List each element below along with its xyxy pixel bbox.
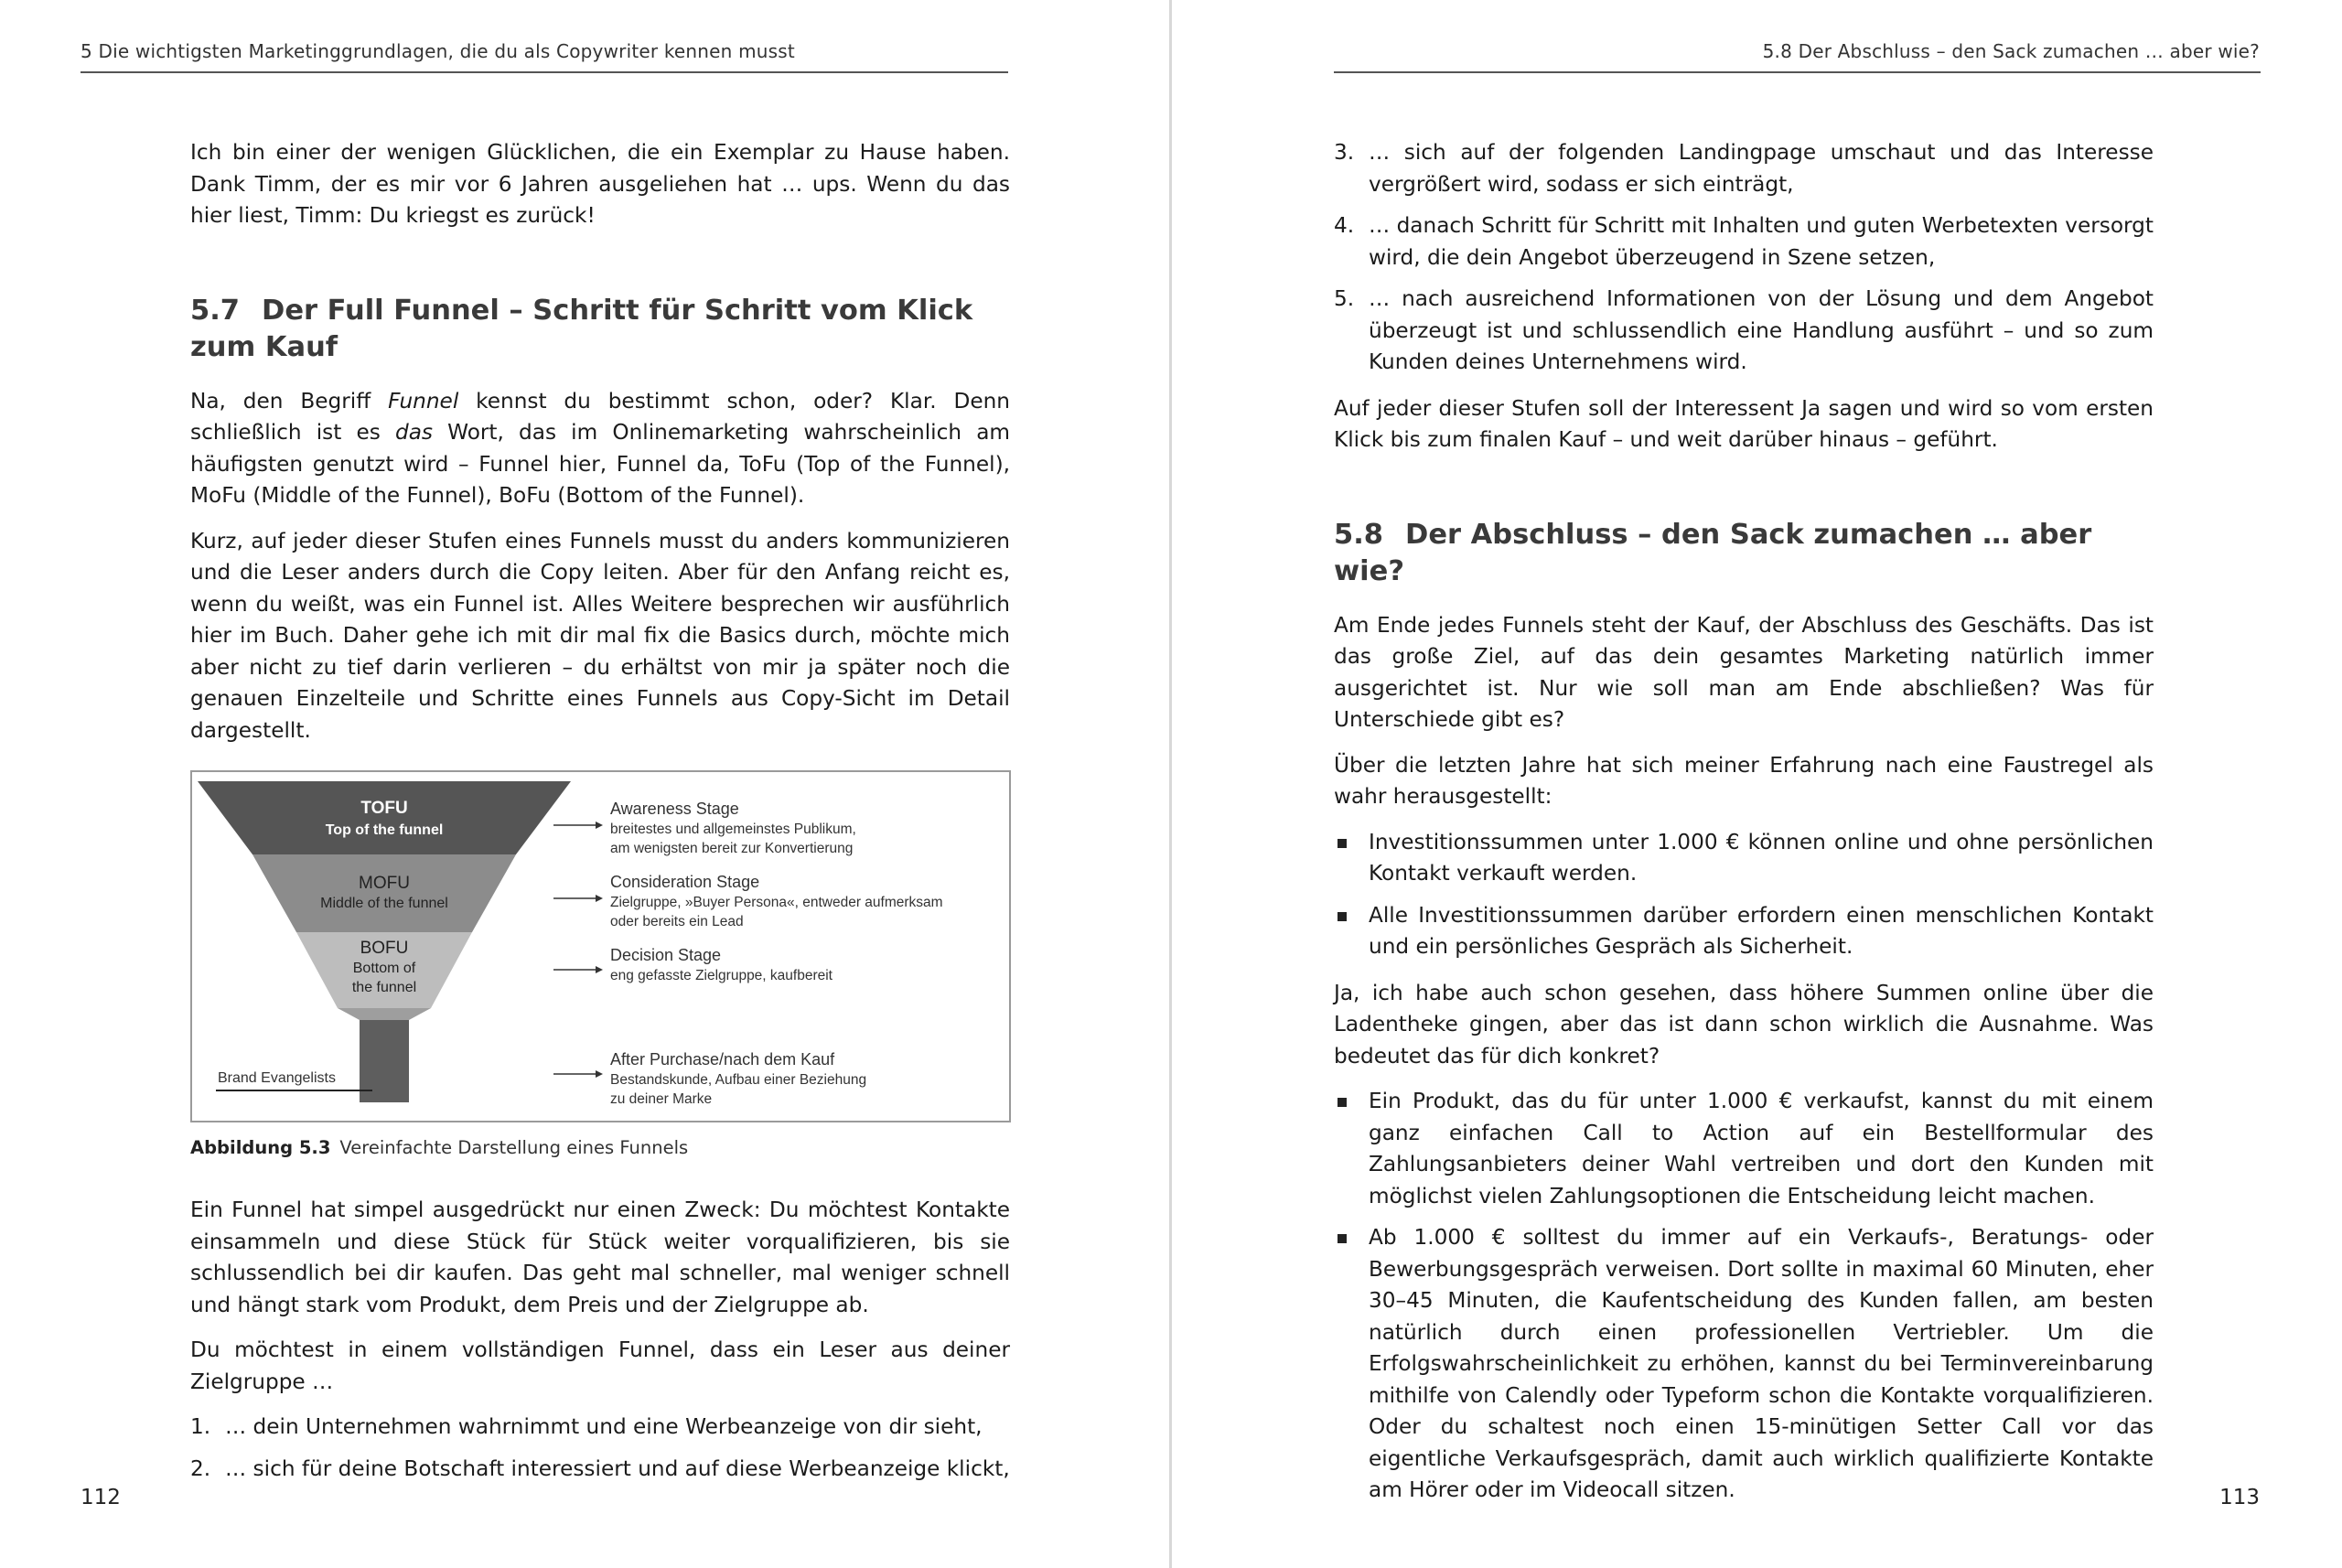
list-number: 2. — [190, 1455, 211, 1481]
list-text: … nach ausreichend Informationen von der Lösung und dem Angebot überzeugt ist und schlussendlich eine Handlung ausführt – und so zum Kunden deines Unternehmens wird. — [1369, 286, 2154, 374]
stage-desc: breitestes und allgemeinstes Publikum, — [610, 822, 856, 837]
list-number: 4. — [1334, 213, 1355, 238]
list-item — [1334, 1222, 2154, 1507]
stage-awareness — [553, 800, 856, 856]
bullet-list — [1334, 827, 2154, 963]
emphasis: Funnel — [388, 388, 459, 413]
list-item — [1334, 1086, 2154, 1212]
list-item — [190, 1454, 1010, 1486]
stage-decision — [553, 946, 833, 983]
page-number: 112 — [81, 1486, 121, 1509]
bullet-square-icon — [1338, 912, 1347, 921]
text-run: kennst du bestimmt schon, oder? Klar. Denn schließlich ist es — [190, 388, 1010, 445]
bofu-label: BOFU — [360, 939, 409, 958]
running-head: 5 Die wichtigsten Marketinggrundlagen, die du als Copywriter kennen musst — [81, 40, 795, 62]
stage-title: Awareness Stage — [610, 800, 739, 818]
list-text: … sich auf der folgenden Landingpage umschaut und das Interesse vergrößert wird, sodass er sich einträgt, — [1369, 140, 2154, 197]
arrow-head — [596, 1070, 603, 1078]
stage-desc: eng gefasste Zielgruppe, kaufbereit — [610, 968, 833, 983]
paragraph: Auf jeder dieser Stufen soll der Interessent Ja sagen und wird so vom ersten Klick bis zum finalen Kauf – und weit darüber hinaus – geführt. — [1334, 395, 2154, 452]
list-item — [1334, 284, 2154, 379]
list-text: … danach Schritt für Schritt mit Inhalten und guten Werbetexten versorgt wird, die dein Angebot überzeugend in Szene setzen, — [1369, 213, 2154, 270]
left-content — [190, 137, 1010, 1499]
list-number: 3. — [1334, 140, 1355, 165]
stage-desc: Bestandskunde, Aufbau einer Beziehung — [610, 1072, 867, 1088]
running-head: 5.8 Der Abschluss – den Sack zumachen … aber wie? — [1762, 40, 2260, 62]
section-heading — [1334, 517, 2154, 590]
brand-evangelists-label: Brand Evangelists — [218, 1070, 336, 1086]
text-run: Na, den Begriff — [190, 388, 389, 413]
list-text: Ein Produkt, das du für unter 1.000 € verkaufst, kannst du mit einem ganz einfachen Call to Action auf ein Bestellformular des Zahlungsanbieters deiner Wahl vertreiben und dort den Kunden mit möglichst vielen Zahlungsoptionen die Entscheidung leicht machen. — [1369, 1089, 2154, 1208]
section-number: 5.8 — [1334, 518, 1384, 551]
mofu-label: MOFU — [359, 874, 410, 893]
list-text: Alle Investitionssummen darüber erfordern einen menschlichen Kontakt und ein persönliches Gespräch als Sicherheit. — [1369, 902, 2154, 959]
list-item — [1334, 827, 2154, 890]
paragraph: Ein Funnel hat simpel ausgedrückt nur einen Zweck: Du möchtest Kontakte einsammeln und diese Stück für Stück weiter vorqualifizieren, bis sie schlussendlich bei dir kaufen. Das geht mal schneller, mal weniger schnell und hängt stark vom Produkt, dem Preis und der Zielgruppe ab. — [190, 1197, 1010, 1317]
tofu-sublabel: Top of the funnel — [325, 822, 444, 838]
stage-desc: oder bereits ein Lead — [610, 914, 744, 929]
paragraph: Ja, ich habe auch schon gesehen, dass höhere Summen online über die Ladentheke gingen, aber das ist dann schon wirklich die Ausnahme. Was bedeutet das für dich konkret? — [1334, 980, 2154, 1069]
stage-desc: Zielgruppe, »Buyer Persona«, entweder aufmerksam — [610, 895, 943, 910]
list-text: Investitionssummen unter 1.000 € können online und ohne persönlichen Kontakt verkauft werden. — [1369, 829, 2154, 886]
figure-caption — [190, 1137, 1010, 1158]
numbered-list — [190, 1412, 1010, 1485]
list-text: Ab 1.000 € solltest du immer auf ein Verkaufs-, Beratungs- oder Bewerbungsgespräch verweisen. Dort sollte in maximal 60 Minuten, eher 30–45 Minuten, die Kaufentscheidung des Kunden fallen, am besten natürlich durch einen professionellen Vertriebler. Um die Erfolgswahrscheinlichkeit zu erhöhen, kannst du bei Terminvereinbarung mithilfe von Calendly oder Typeform schon die Kontakte vorqualifizieren. Oder du schaltest noch einen 15-minütigen Setter Call vor das eigentliche Verkaufsgespräch, damit auch wirklich qualifizierte Kontakte am Hörer oder im Videocall sitzen. — [1369, 1225, 2154, 1502]
header-rule — [1334, 71, 2261, 73]
numbered-list — [1334, 137, 2154, 379]
section-number: 5.7 — [190, 294, 241, 327]
section-heading — [190, 293, 1010, 366]
arrow-head — [596, 822, 603, 829]
caption-text: Vereinfachte Darstellung eines Funnels — [339, 1137, 689, 1158]
list-number: 5. — [1334, 286, 1355, 311]
header-rule — [81, 71, 1008, 73]
paragraph: Über die letzten Jahre hat sich meiner Erfahrung nach eine Faustregel als wahr herausgestellt: — [1334, 752, 2154, 809]
paragraph — [190, 386, 1010, 512]
bofu-sublabel: Bottom of — [352, 961, 416, 976]
arrow-head — [596, 895, 603, 902]
bullet-square-icon — [1338, 1234, 1347, 1243]
bofu-sublabel: the funnel — [351, 980, 417, 995]
stage-title: Consideration Stage — [610, 873, 760, 891]
funnel-figure — [190, 770, 1011, 1122]
list-item — [1334, 137, 2154, 200]
mofu-sublabel: Middle of the funnel — [320, 896, 448, 911]
section-title: Der Abschluss – den Sack zumachen … aber wie? — [1334, 518, 2092, 587]
funnel-taper — [338, 1008, 431, 1020]
text-run: Wort, das im Onlinemarketing wahrscheinlich am häufigsten genutzt wird – Funnel hier, Funnel da, ToFu (Top of the Funnel), MoFu (Middle of the Funnel), BoFu (Bottom of the Funnel). — [190, 420, 1010, 508]
intro-paragraph: Ich bin einer der wenigen Glücklichen, die ein Exemplar zu Hause haben. Dank Timm, der es mir vor 6 Jahren ausgeliehen hat … ups. Wenn du das hier liest, Timm: Du kriegst es zurück! — [190, 140, 1010, 228]
bullet-square-icon — [1338, 1098, 1347, 1107]
stage-desc: zu deiner Marke — [610, 1091, 713, 1107]
bullet-list — [1334, 1086, 2154, 1507]
list-item — [1334, 210, 2154, 274]
stage-title: After Purchase/nach dem Kauf — [610, 1050, 835, 1069]
list-item — [190, 1412, 1010, 1444]
list-item — [1334, 900, 2154, 963]
list-number: 1. — [190, 1414, 211, 1439]
page-number: 113 — [2219, 1486, 2260, 1509]
left-page — [0, 0, 1169, 1568]
caption-label: Abbildung 5.3 — [190, 1137, 331, 1158]
bullet-square-icon — [1338, 839, 1347, 848]
paragraph: Kurz, auf jeder dieser Stufen eines Funnels musst du anders kommunizieren und die Leser anders durch die Copy leiten. Aber für den Anfang reicht es, wenn du weißt, was ein Funnel ist. Alles Weitere besprechen wir ausführlich hier im Buch. Daher gehe ich mit dir mal fix die Basics durch, möchte mich aber nicht zu tief darin verlieren – du erhältst von mir ja später noch die genauen Einzelteile und Schritte eines Funnels aus Copy-Sicht im Detail dargestellt. — [190, 528, 1010, 743]
list-text: … sich für deine Botschaft interessiert und auf diese Werbeanzeige klickt, — [225, 1455, 1010, 1481]
paragraph: Du möchtest in einem vollständigen Funnel, dass ein Leser aus deiner Zielgruppe … — [190, 1337, 1010, 1394]
stage-consideration — [553, 873, 943, 929]
list-text: … dein Unternehmen wahrnimmt und eine Werbeanzeige von dir sieht, — [225, 1414, 983, 1439]
right-page — [1172, 0, 2342, 1568]
funnel-diagram — [192, 772, 1009, 1121]
emphasis: das — [394, 420, 433, 445]
paragraph: Am Ende jedes Funnels steht der Kauf, der Abschluss des Geschäfts. Das ist das große Ziel, auf das dein gesamtes Marketing natürlich immer ausgerichtet ist. Nur wie soll man am Ende abschließen? Was für Unterschiede gibt es? — [1334, 612, 2154, 732]
stage-desc: am wenigsten bereit zur Konvertierung — [610, 841, 854, 856]
tofu-segment — [198, 781, 571, 854]
tofu-label: TOFU — [360, 799, 408, 818]
right-content — [1334, 137, 2154, 1521]
stage-title: Decision Stage — [610, 946, 722, 964]
section-title: Der Full Funnel – Schritt für Schritt vom Klick zum Kauf — [190, 294, 973, 363]
mofu-segment — [252, 854, 516, 932]
stage-after-purchase — [553, 1050, 866, 1107]
arrow-head — [596, 966, 603, 973]
